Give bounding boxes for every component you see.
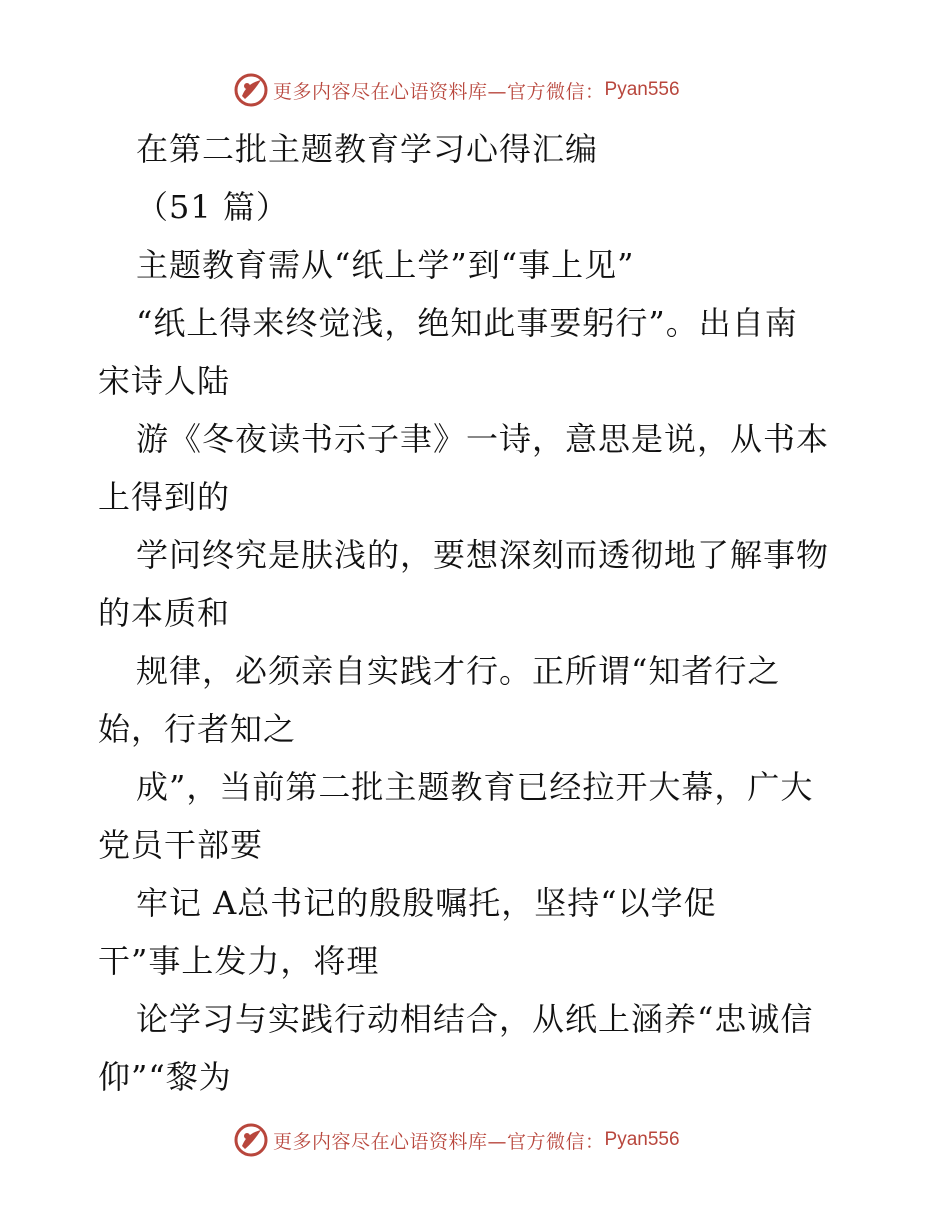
body-line: “纸上得来终觉浅，绝知此事要躬行”。出自南 <box>136 304 798 342</box>
body-line: 始，行者知之 <box>98 710 297 748</box>
body-line: 党员干部要 <box>98 826 264 864</box>
document-subtitle: （51 篇） <box>136 188 289 226</box>
body-line: 成”，当前第二批主题教育已经拉开大幕，广大 <box>136 768 814 806</box>
brand-logo-icon <box>233 72 269 108</box>
body-line: 仰”“黎为 <box>98 1058 232 1096</box>
body-line: 宋诗人陆 <box>98 362 231 400</box>
body-line: 游《冬夜读书示子聿》一诗，意思是说，从书本 <box>136 420 830 458</box>
body-line: 牢记 A总书记的殷殷嘱托，坚持“以学促 <box>136 884 717 922</box>
article-heading: 主题教育需从“纸上学”到“事上见” <box>136 246 635 284</box>
body-line: 论学习与实践行动相结合，从纸上涵养“忠诚信 <box>136 1000 814 1038</box>
watermark-text: 更多内容尽在心语资料库—官方微信： <box>273 1130 605 1153</box>
body-line: 干”事上发力，将理 <box>98 942 380 980</box>
body-line: 的本质和 <box>98 594 231 632</box>
header-watermark <box>233 72 680 108</box>
body-line: 规律，必须亲自实践才行。正所谓“知者行之 <box>136 652 781 690</box>
document-title: 在第二批主题教育学习心得汇编 <box>136 130 599 168</box>
body-line: 上得到的 <box>98 478 231 516</box>
watermark-wechat-id: Pyan556 <box>604 1129 680 1150</box>
watermark-text: 更多内容尽在心语资料库—官方微信： <box>273 80 605 103</box>
brand-logo-icon <box>233 1122 269 1158</box>
body-line: 学问终究是肤浅的，要想深刻而透彻地了解事物 <box>136 536 830 574</box>
footer-watermark <box>233 1122 680 1158</box>
watermark-wechat-id: Pyan556 <box>604 79 680 100</box>
